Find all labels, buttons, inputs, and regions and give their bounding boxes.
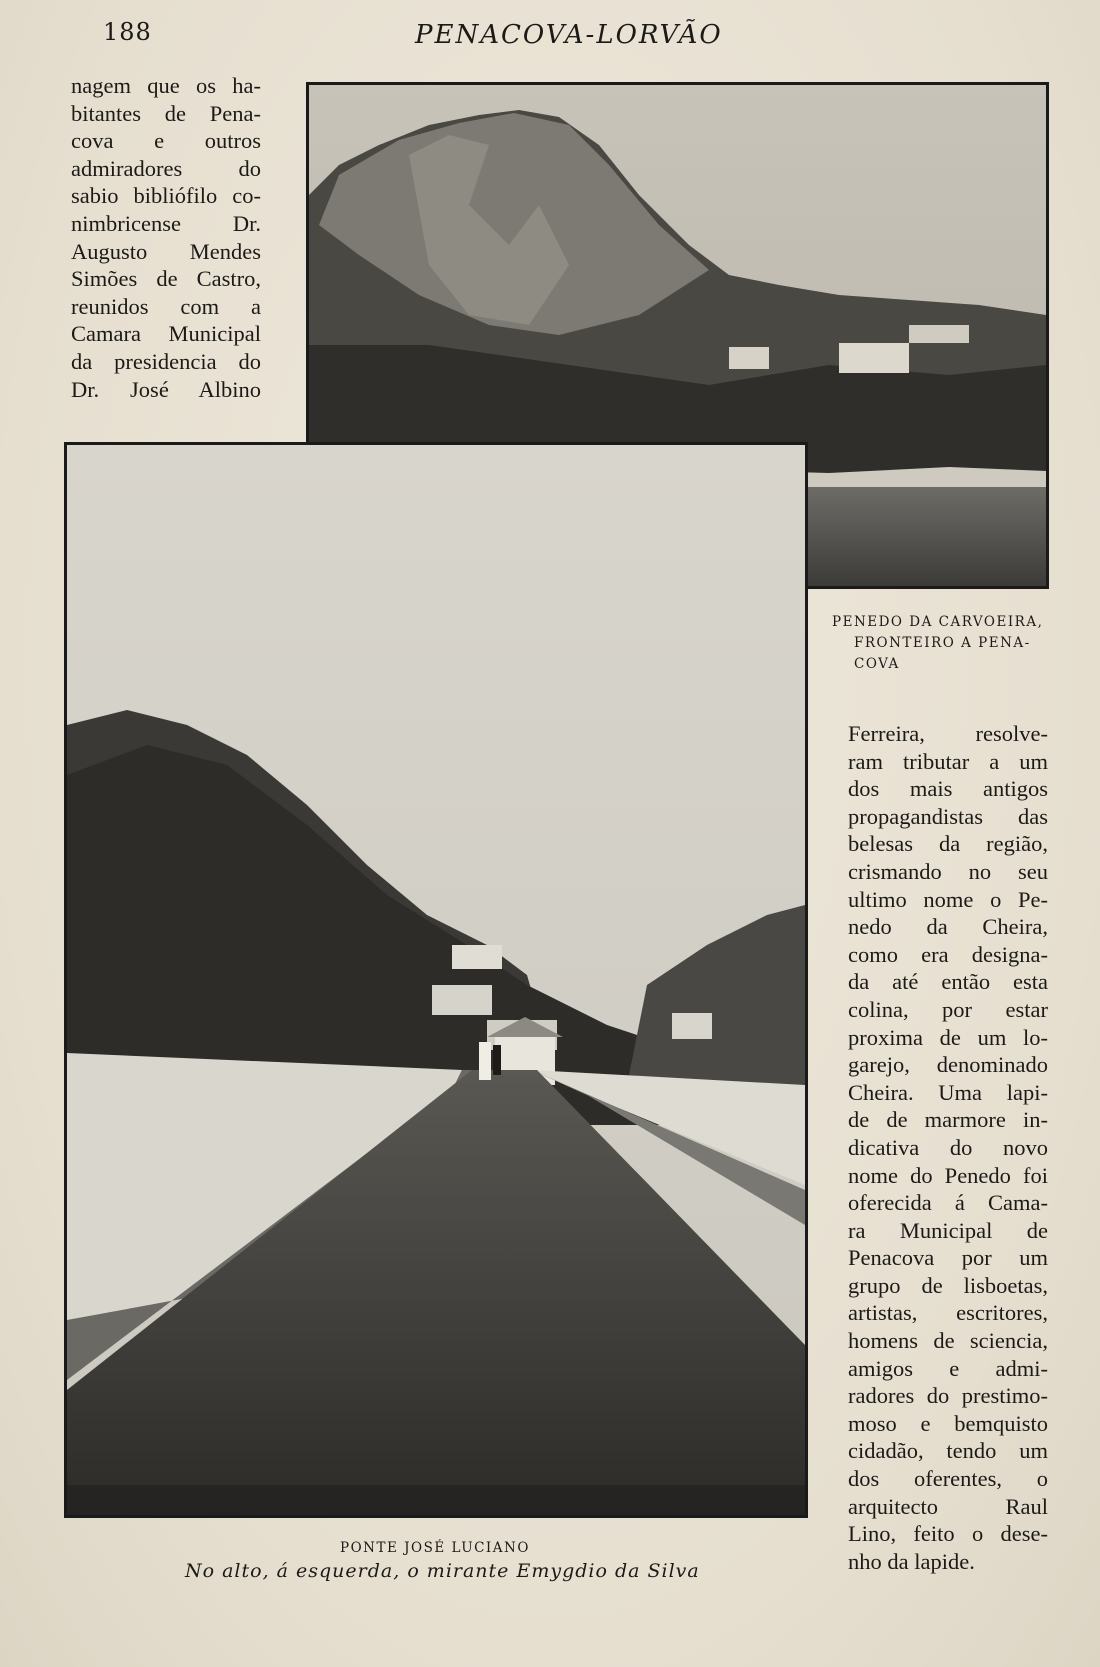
photo-caption-penedo xyxy=(832,612,1057,675)
text-line: cidadão, tendo um xyxy=(848,1438,1048,1464)
text-line: nome do Penedo foi xyxy=(848,1162,1048,1188)
caption-line: FRONTEIRO A PENA- xyxy=(854,635,1031,651)
text-line: arquitecto Raul xyxy=(848,1493,1048,1519)
text-line: reunidos com a xyxy=(71,293,261,319)
text-line: Ferreira, resolve- xyxy=(848,721,1048,746)
text-line: nedo da Cheira, xyxy=(848,914,1048,940)
page-number: 188 xyxy=(103,18,152,46)
text-line: ra Municipal de xyxy=(848,1217,1048,1243)
text-line: radores do prestimo- xyxy=(848,1383,1048,1409)
text-line: ram tributar a um xyxy=(848,748,1048,774)
text-line: ultimo nome o Pe- xyxy=(848,886,1048,912)
text-line: Camara Municipal xyxy=(71,321,261,347)
text-line: crismando no seu xyxy=(848,858,1048,884)
right-text-column xyxy=(848,720,1048,1575)
text-line: colina, por estar xyxy=(848,996,1048,1022)
text-line: cova e outros xyxy=(71,128,261,154)
text-line: dicativa do novo xyxy=(848,1134,1048,1160)
text-line: Augusto Mendes xyxy=(71,238,261,264)
text-line: belesas da região, xyxy=(848,831,1048,857)
text-line: Dr. José Albino xyxy=(71,376,261,402)
text-line: dos mais antigos xyxy=(848,776,1048,802)
text-line: artistas, escritores, xyxy=(848,1300,1048,1326)
text-line: Lino, feito o dese- xyxy=(848,1521,1048,1547)
caption-line: COVA xyxy=(854,656,900,672)
text-line: nagem que os ha- xyxy=(71,73,261,98)
text-line: proxima de um lo- xyxy=(848,1024,1048,1050)
photo-ponte-jose-luciano xyxy=(64,442,808,1518)
text-line: como era designa- xyxy=(848,941,1048,967)
ponte-photo-illustration xyxy=(67,445,805,1515)
text-line: propagandistas das xyxy=(848,803,1048,829)
text-line: sabio bibliófilo co- xyxy=(71,183,261,209)
text-line: garejo, denominado xyxy=(848,1052,1048,1078)
text-line: Cheira. Uma lapi- xyxy=(848,1079,1048,1105)
photo-caption-ponte-title: PONTE JOSÉ LUCIANO xyxy=(340,1540,530,1556)
text-line: oferecida á Cama- xyxy=(848,1190,1048,1216)
text-line: homens de sciencia, xyxy=(848,1328,1048,1354)
left-text-column xyxy=(71,72,261,403)
photo-caption-ponte-subtitle: No alto, á esquerda, o mirante Emygdio da Silva xyxy=(185,1560,700,1582)
text-line: de de marmore in- xyxy=(848,1107,1048,1133)
text-line: Simões de Castro, xyxy=(71,266,261,292)
text-line: amigos e admi- xyxy=(848,1355,1048,1381)
text-line: da presidencia do xyxy=(71,348,261,374)
text-line: dos oferentes, o xyxy=(848,1466,1048,1492)
text-line: bitantes de Pena- xyxy=(71,100,261,126)
caption-line: PENEDO DA CARVOEIRA, xyxy=(832,614,1044,630)
text-line: admiradores do xyxy=(71,155,261,181)
text-line: moso e bemquisto xyxy=(848,1410,1048,1436)
text-line: nimbricense Dr. xyxy=(71,210,261,236)
text-line: nho da lapide. xyxy=(848,1548,975,1574)
running-title: PENACOVA-LORVÃO xyxy=(415,20,723,50)
text-line: grupo de lisboetas, xyxy=(848,1272,1048,1298)
text-line: da até então esta xyxy=(848,969,1048,995)
text-line: Penacova por um xyxy=(848,1245,1048,1271)
